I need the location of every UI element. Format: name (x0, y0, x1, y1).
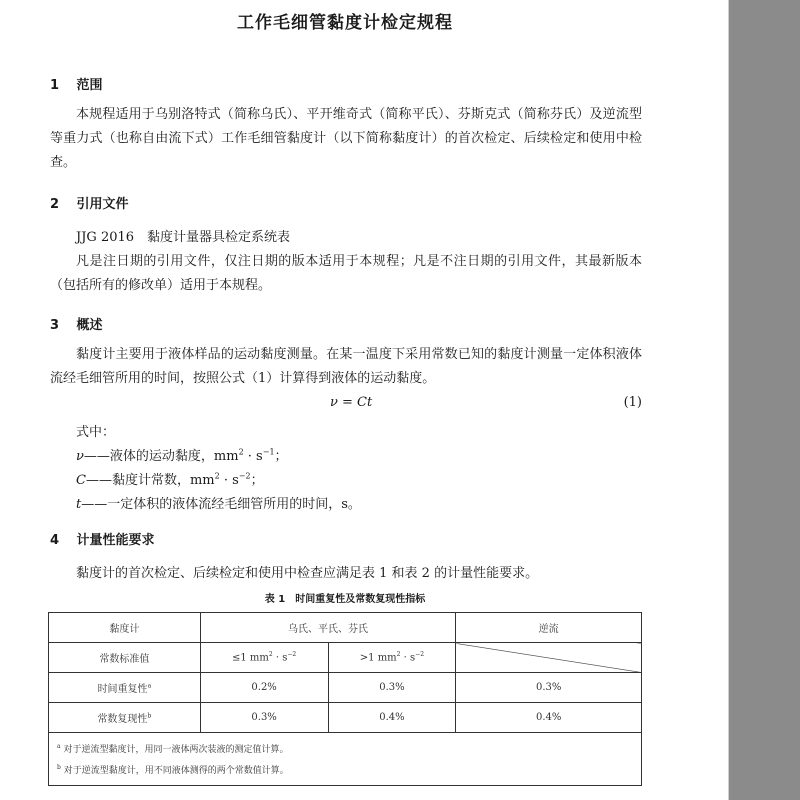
section-heading-references (50, 193, 129, 212)
table-note (57, 739, 633, 758)
superscript: 2 (238, 447, 244, 457)
section-number: 4 (50, 533, 60, 548)
where-item (76, 469, 264, 488)
punctuation: ； (274, 449, 288, 464)
table-caption: 表 1 时间重复性及常数复现性指标 (264, 594, 426, 605)
symbol-desc: ——黏度计常数，mm (85, 473, 215, 488)
table-notes-row (49, 733, 642, 786)
row-label: 常数标准值 (49, 643, 201, 673)
where-item (76, 493, 361, 512)
table-row (49, 703, 642, 733)
superscript: 2 (268, 651, 273, 659)
superscript: 2 (396, 651, 401, 659)
table-cell: 0.2% (200, 673, 328, 703)
cell-text: · s (400, 652, 416, 664)
table-cell: 0.4% (328, 703, 456, 733)
section-heading-scope (50, 74, 103, 93)
superscript: −2 (238, 471, 251, 481)
note-text: 对于逆流型黏度计，用不同液体测得的两个常数值计算。 (63, 766, 289, 776)
section-title: 概述 (76, 318, 103, 333)
table-cell (200, 643, 328, 673)
superscript: −2 (287, 651, 297, 659)
reference-paragraph: 凡是注日期的引用文件，仅注日期的版本适用于本规程；凡是不注日期的引用文件，其最新版本（包括所有的修改单）适用于本规程。 (50, 254, 642, 293)
punctuation: ； (250, 473, 264, 488)
row-label (49, 673, 201, 703)
section-number: 2 (50, 197, 60, 212)
table-cell: 0.3% (328, 673, 456, 703)
footnote-mark: a (147, 682, 152, 690)
scrollbar[interactable] (728, 0, 800, 800)
spec-table (48, 612, 642, 786)
section-title: 计量性能要求 (76, 533, 155, 548)
formula-number: (1) (623, 395, 642, 410)
document-title: 工作毛细管黏度计检定规程 (237, 13, 453, 33)
section-heading-overview (50, 314, 103, 333)
unit-part: · s (243, 449, 263, 464)
symbol-desc: ——液体的运动黏度，mm (83, 449, 239, 464)
section-title: 范围 (76, 78, 103, 93)
header-cell: 黏度计 (49, 613, 201, 643)
table-cell (328, 643, 456, 673)
table-row (49, 673, 642, 703)
formula-block (50, 395, 642, 415)
cell-text: 常数复现性 (97, 714, 148, 725)
scope-paragraph: 本规程适用于乌别洛特式（简称乌氏）、平开维奇式（简称平氏）、芬斯克式（简称芬氏）及逆流型等重力式（也称自由流下式）工作毛细管黏度计（以下简称黏度计）的首次检定、后续检定和使用中检查。 (50, 107, 642, 170)
diagonal-cell (456, 643, 642, 673)
footnote-mark: a (57, 743, 61, 750)
unit-part: · s (219, 473, 239, 488)
footnote-mark: b (57, 764, 61, 771)
symbol: ν (76, 449, 84, 464)
cell-text: >1 mm (359, 652, 397, 664)
superscript: −1 (262, 447, 275, 457)
section-title: 引用文件 (76, 197, 129, 212)
section-number: 3 (50, 318, 60, 333)
performance-paragraph: 黏度计的首次检定、后续检定和使用中检查应满足表 1 和表 2 的计量性能要求。 (76, 566, 539, 581)
table-cell: 0.3% (456, 673, 642, 703)
note-text: 对于逆流型黏度计，用同一液体两次装液的测定值计算。 (63, 745, 289, 755)
cell-text: · s (272, 652, 288, 664)
reference-line: JJG 2016 黏度计量器具检定系统表 (76, 230, 291, 245)
footnote-mark: b (147, 712, 152, 720)
table-cell: 0.3% (200, 703, 328, 733)
superscript: 2 (214, 471, 220, 481)
table-row (49, 643, 642, 673)
where-label: 式中： (76, 425, 116, 440)
symbol-desc: ——一定体积的液体流经毛细管所用的时间，s。 (81, 497, 361, 512)
section-heading-performance (50, 529, 155, 548)
section-number: 1 (50, 78, 60, 93)
header-cell: 乌氏、平氏、芬氏 (200, 613, 456, 643)
symbol: C (76, 473, 86, 488)
cell-text: ≤1 mm (231, 652, 269, 664)
formula: ν = Ct (330, 395, 373, 410)
table-note (57, 760, 633, 779)
overview-paragraph: 黏度计主要用于液体样品的运动黏度测量。在某一温度下采用常数已知的黏度计测量一定体积液体流经毛细管所用的时间，按照公式（1）计算得到液体的运动黏度。 (50, 347, 642, 386)
row-label (49, 703, 201, 733)
header-cell: 逆流 (456, 613, 642, 643)
cell-text: 时间重复性 (97, 684, 148, 695)
table-notes (49, 733, 642, 786)
table-row (49, 613, 642, 643)
table-cell: 0.4% (456, 703, 642, 733)
symbol: t (76, 497, 82, 512)
superscript: −2 (415, 651, 425, 659)
where-item (76, 445, 288, 464)
